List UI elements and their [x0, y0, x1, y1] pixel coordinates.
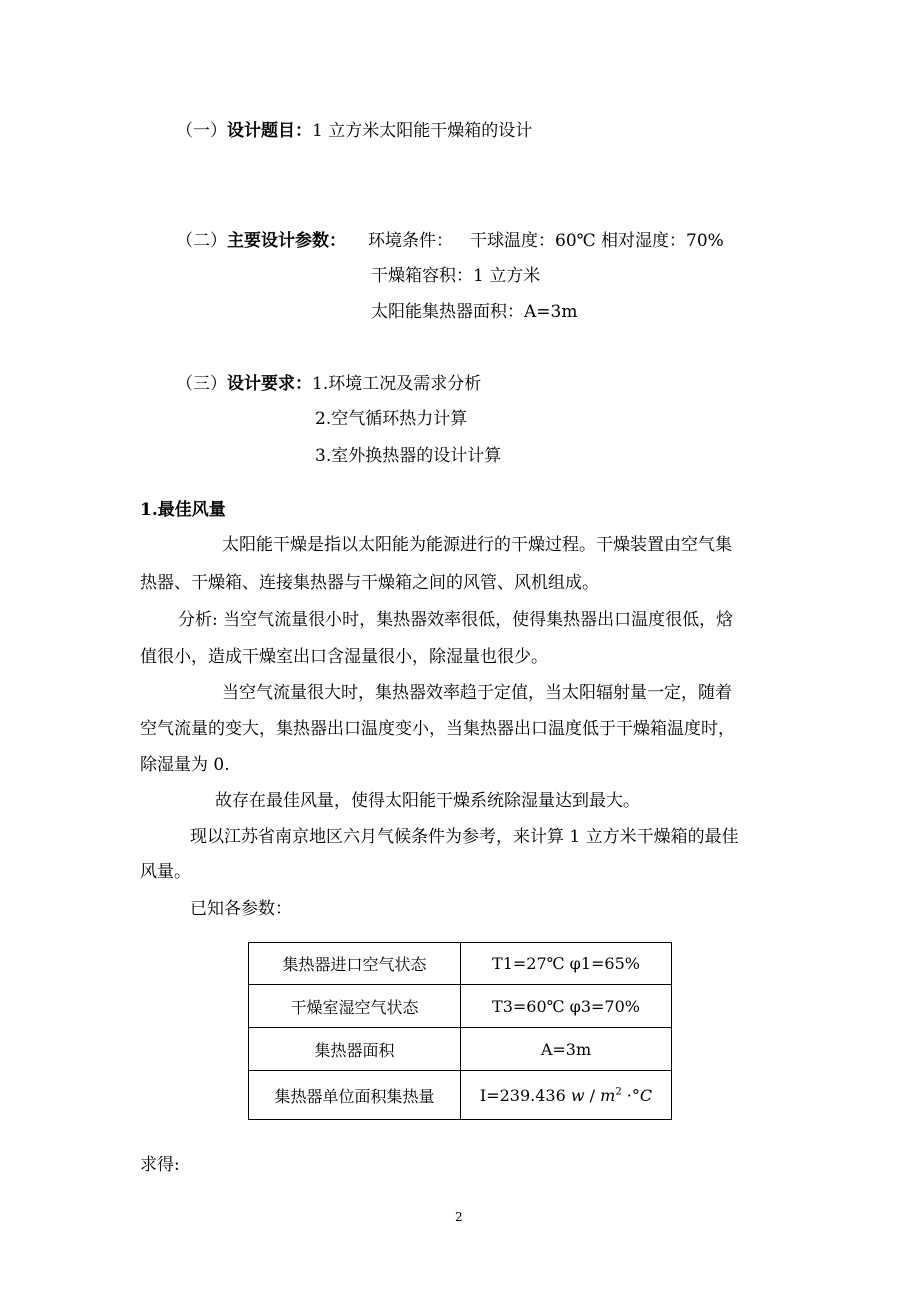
table-cell-value: T3=60℃ φ3=70%: [461, 985, 672, 1028]
table-cell-value: T1=27℃ φ1=65%: [461, 943, 672, 985]
page-number: 2: [455, 1210, 463, 1224]
heading-best-airflow: 1.最佳风量: [140, 500, 226, 520]
section1-value: 1 立方米太阳能干燥箱的设计: [312, 121, 533, 141]
section2-collector-area: 太阳能集热器面积：A=3m: [371, 302, 578, 322]
section1-prefix: （一）: [176, 121, 227, 141]
section3-item-2: 2.空气循环热力计算: [315, 409, 468, 429]
table-row: [249, 985, 672, 1028]
section3-prefix: （三）: [176, 374, 227, 394]
para3-line2: 空气流量的变大，集热器出口温度变小，当集热器出口温度低于干燥箱温度时，: [140, 719, 735, 739]
parameters-table: [248, 942, 672, 1120]
table-row: [249, 943, 672, 985]
section3-item-1: 1.环境工况及需求分析: [312, 374, 482, 394]
section1-line: [176, 121, 532, 141]
section2-env-label: 环境条件：: [368, 231, 453, 251]
result-label: 求得:: [140, 1155, 180, 1175]
unit-exponent: 2: [615, 1086, 622, 1098]
section3-item-3: 3.室外换热器的设计计算: [315, 446, 502, 466]
table-cell-value: A=3m: [461, 1028, 672, 1071]
section3-label: 设计要求：: [227, 374, 312, 394]
known-params-label: 已知各参数：: [190, 899, 292, 919]
section2-line: [176, 231, 346, 251]
section1-label: 设计题目：: [227, 121, 312, 141]
para3-line3: 除湿量为 0.: [140, 755, 230, 775]
section3-line: [176, 374, 481, 394]
para5-line1: 现以江苏省南京地区六月气候条件为参考，来计算 1 立方米干燥箱的最佳: [190, 827, 739, 847]
unit-celsius: ·°C: [621, 1085, 653, 1105]
para5-line2: 风量。: [140, 862, 191, 882]
para1-line1: 太阳能干燥是指以太阳能为能源进行的干燥过程。干燥装置由空气集: [222, 535, 732, 555]
para4: 故存在最佳风量，使得太阳能干燥系统除湿量达到最大。: [215, 791, 640, 811]
section2-prefix: （二）: [176, 231, 227, 251]
unit-slash: /: [584, 1085, 601, 1105]
unit-w: w: [570, 1085, 585, 1105]
table-cell-label: 集热器进口空气状态: [249, 943, 461, 985]
table-cell-label: 集热器单位面积集热量: [249, 1071, 461, 1120]
section2-env: [368, 231, 453, 251]
section2-env-value: 干球温度：60℃ 相对湿度：70%: [470, 231, 724, 251]
para1-line2: 热器、干燥箱、连接集热器与干燥箱之间的风管、风机组成。: [140, 573, 599, 593]
para3-line1: 当空气流量很大时，集热器效率趋于定值，当太阳辐射量一定，随着: [222, 683, 732, 703]
heat-gain-value: I=239.436: [479, 1085, 566, 1105]
table-row: [249, 1028, 672, 1071]
para2-line1: 分析: 当空气流量很小时，集热器效率很低，使得集热器出口温度很低，焓: [178, 610, 734, 630]
para2-line2: 值很小，造成干燥室出口含湿量很小，除湿量也很少。: [140, 647, 548, 667]
table-cell-value: [461, 1071, 672, 1120]
table-row: [249, 1071, 672, 1120]
table-cell-label: 集热器面积: [249, 1028, 461, 1071]
table-cell-label: 干燥室湿空气状态: [249, 985, 461, 1028]
section2-label: 主要设计参数：: [227, 231, 346, 251]
unit-m: m: [600, 1085, 616, 1105]
section2-volume: 干燥箱容积：1 立方米: [371, 266, 541, 286]
